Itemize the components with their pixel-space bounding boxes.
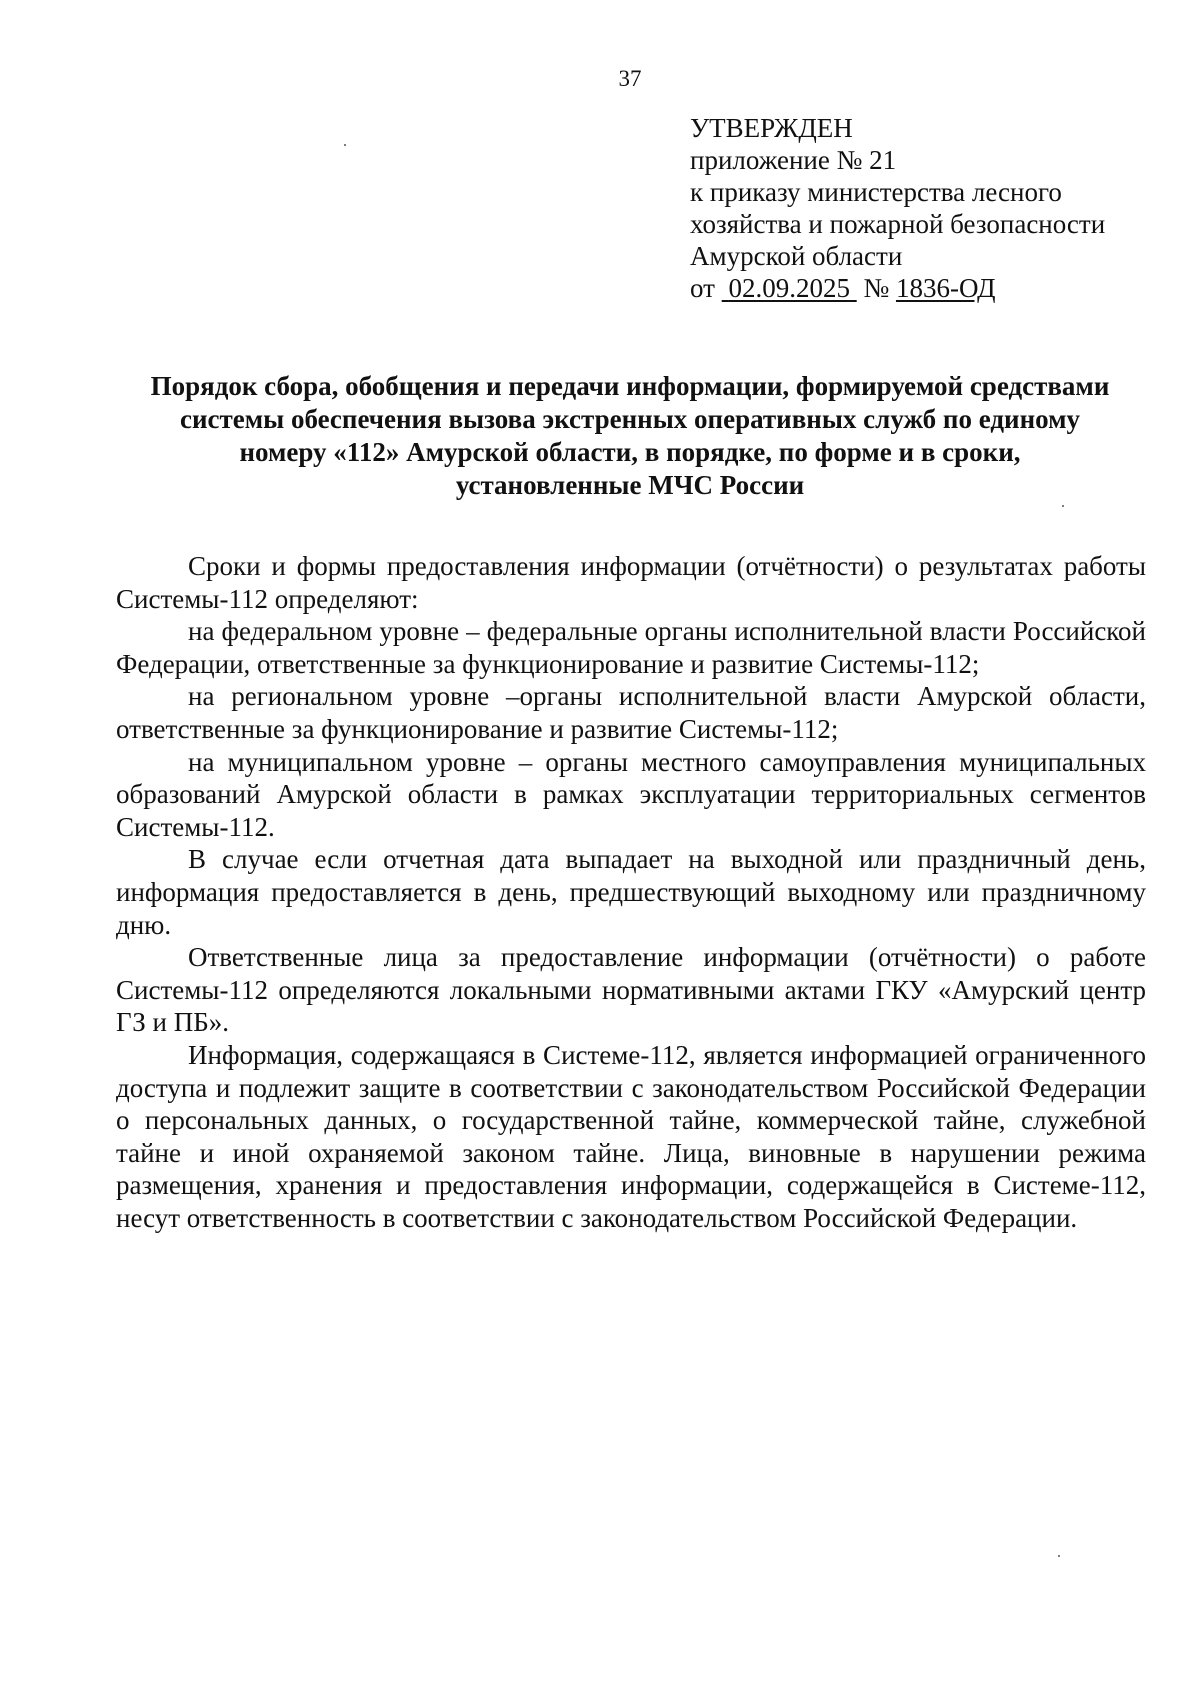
date-prefix: от	[690, 273, 715, 303]
paragraph-3: на региональном уровне –органы исполнительной власти Амурской области, ответственные за функционирование и развитие Системы-112;	[116, 681, 1146, 744]
scan-speck	[1062, 505, 1064, 507]
approval-heading: УТВЕРЖДЕН	[690, 113, 853, 143]
document-title	[100, 370, 1160, 502]
approval-block	[690, 112, 1105, 304]
order-date-line	[690, 272, 1105, 304]
order-date: 02.09.2025	[728, 273, 850, 303]
paragraph-4: на муниципальном уровне – органы местного самоуправления муниципальных образований Амурской области в рамках эксплуатации территориальных сегментов Системы-112.	[116, 746, 1146, 842]
paragraph-5: В случае если отчетная дата выпадает на выходной или праздничный день, информация предоставляется в день, предшествующий выходному или праздничному дню.	[116, 844, 1146, 940]
number-prefix: №	[863, 273, 890, 303]
title-line-1: Порядок сбора, обобщения и передачи информации, формируемой средствами	[150, 371, 1110, 401]
page-number: 37	[618, 66, 642, 91]
title-line-3: номеру «112» Амурской области, в порядке, по форме и в сроки,	[239, 437, 1021, 467]
scan-speck	[1058, 1555, 1060, 1557]
scan-speck	[344, 144, 346, 146]
order-reference-line-2: хозяйства и пожарной безопасности	[690, 209, 1106, 239]
paragraph-2: на федеральном уровне – федеральные органы исполнительной власти Российской Федерации, ответственные за функционирование и развитие Системы-112;	[116, 616, 1146, 679]
document-body	[116, 550, 1146, 1234]
paragraph-1: Сроки и формы предоставления информации (отчётности) о результатах работы Системы-112 определяют:	[116, 551, 1146, 614]
paragraph-6: Ответственные лица за предоставление информации (отчётности) о работе Системы-112 определяются локальными нормативными актами ГКУ «Амурский центр ГЗ и ПБ».	[116, 942, 1146, 1038]
order-reference-line-3: Амурской области	[690, 241, 903, 271]
order-number: 1836-ОД	[895, 273, 996, 303]
appendix-number: приложение № 21	[690, 145, 897, 175]
paragraph-7: Информация, содержащаяся в Системе-112, является информацией ограниченного доступа и подлежит защите в соответствии с законодательством Российской Федерации о персональных данных, о государственной тайне, коммерческой тайне, служебной тайне и иной охраняемой законом тайне. Лица, виновные в нарушении режима размещения, хранения и предоставления информации, содержащейся в Системе-112, несут ответственность в соответствии с законодательством Российской Федерации.	[116, 1039, 1146, 1233]
order-reference-line-1: к приказу министерства лесного	[690, 177, 1062, 207]
title-line-4: установленные МЧС России	[455, 470, 805, 500]
title-line-2: системы обеспечения вызова экстренных оперативных служб по единому	[179, 404, 1081, 434]
